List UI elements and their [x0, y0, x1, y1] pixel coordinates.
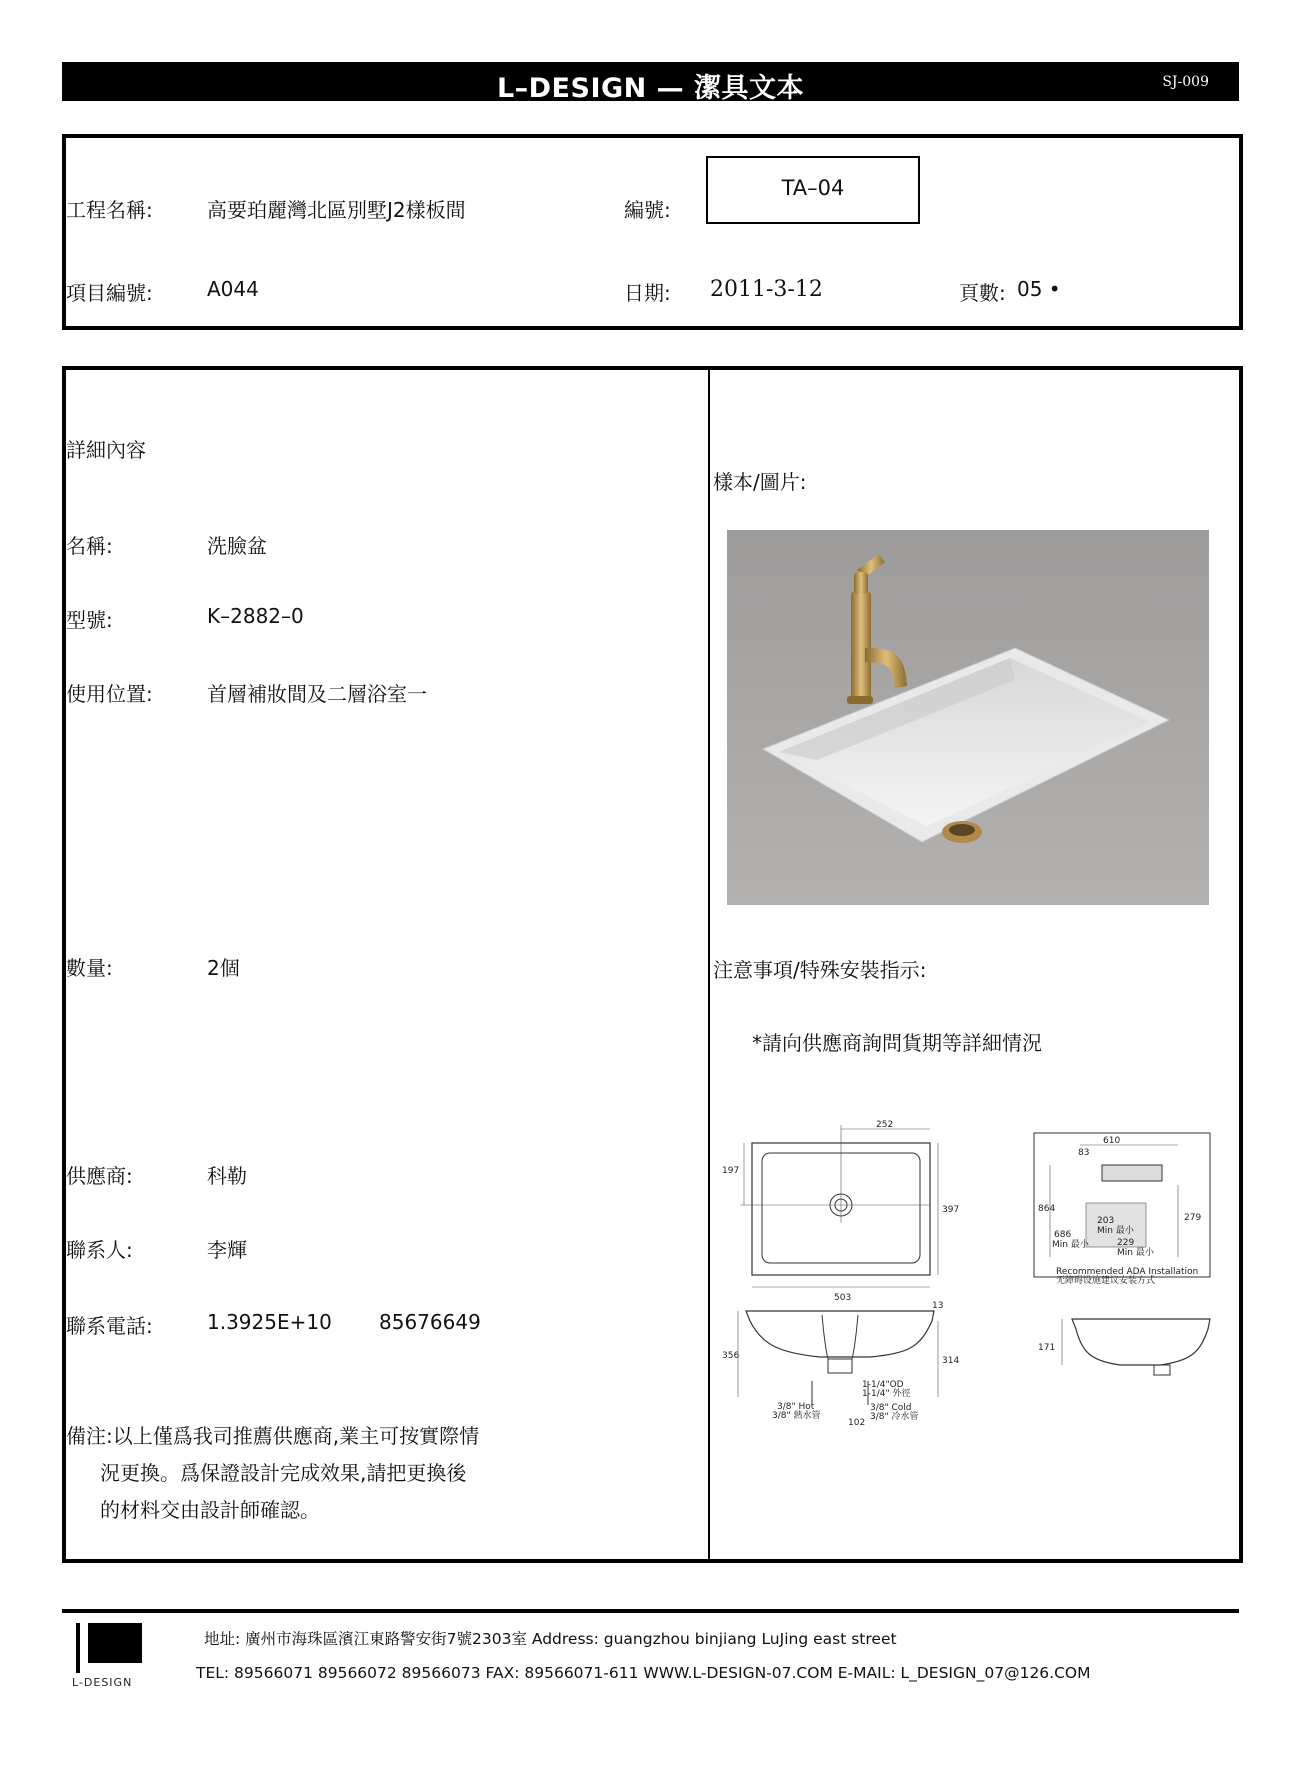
dim-203: 203	[1097, 1216, 1115, 1226]
dim-83: 83	[1078, 1148, 1090, 1158]
dim-cold-2: 3/8" 冷水管	[870, 1412, 919, 1422]
dim-102: 102	[848, 1418, 866, 1428]
ada-caption-zh: 无障碍设施建议安装方式	[1056, 1276, 1156, 1286]
dim-314: 314	[942, 1356, 960, 1366]
dim-279: 279	[1184, 1213, 1202, 1223]
document-title: L–DESIGN — 潔具文本	[496, 73, 805, 104]
dim-171: 171	[1038, 1343, 1056, 1353]
l-design-logo	[76, 1623, 142, 1673]
dim-397: 397	[942, 1205, 960, 1215]
contact-value: 李輝	[207, 1238, 247, 1262]
dim-864: 864	[1038, 1204, 1056, 1214]
dim-610: 610	[1103, 1136, 1121, 1146]
model-label: 型號:	[66, 608, 113, 632]
notes-label: 注意事項/特殊安裝指示:	[713, 958, 927, 982]
technical-drawing	[720, 1115, 1220, 1435]
item-code-value: A044	[207, 277, 259, 301]
date-label: 日期:	[624, 281, 671, 305]
basin-photo-image	[727, 530, 1209, 905]
notes-value: *請向供應商詢問貨期等詳細情況	[752, 1031, 1042, 1055]
dim-252: 252	[876, 1120, 894, 1130]
basin-top-view	[740, 1125, 938, 1287]
document-code: SJ-009	[1162, 74, 1209, 90]
dim-503: 503	[834, 1293, 852, 1303]
dim-hot-2: 3/8" 熱水管	[772, 1411, 821, 1421]
model-value: K–2882–0	[207, 604, 304, 628]
number-box	[706, 156, 920, 224]
logo-text: L-DESIGN	[72, 1676, 133, 1689]
dim-hot-1: 3/8" Hot	[777, 1402, 815, 1412]
name-value: 洗臉盆	[207, 534, 267, 558]
ada-caption-en: Recommended ADA Installation	[1056, 1267, 1199, 1277]
header-bar	[62, 62, 1239, 104]
phone-value-landline: 85676649	[379, 1310, 481, 1334]
dim-min-1: Min 最小	[1097, 1226, 1134, 1236]
dim-min-2: Min 最小	[1052, 1240, 1089, 1250]
dim-od-1: 1-1/4"OD	[862, 1380, 904, 1390]
pages-value: 05 •	[1017, 277, 1061, 301]
quantity-label: 數量:	[66, 956, 113, 980]
section-title: 詳細內容	[66, 438, 146, 462]
footer-contact: TEL: 89566071 89566072 89566073 FAX: 89566071-611 WWW.L-DESIGN-07.COM E-MAIL: L_DESIGN_07@126.COM	[196, 1664, 1091, 1682]
supplier-label: 供應商:	[66, 1164, 133, 1188]
quantity-value: 2個	[207, 956, 240, 980]
dim-229: 229	[1117, 1238, 1135, 1248]
supplier-value: 科勒	[207, 1164, 247, 1188]
remark-line-1: 備注:以上僅爲我司推薦供應商,業主可按實際情	[66, 1424, 480, 1448]
dim-197: 197	[722, 1166, 740, 1176]
dim-od-2: 1-1/4" 外徑	[862, 1389, 911, 1399]
project-label: 工程名稱:	[66, 198, 153, 222]
number-label: 編號:	[624, 198, 671, 222]
date-value: 2011-3-12	[710, 277, 823, 302]
basin-section-view	[1062, 1319, 1210, 1375]
project-value: 高要珀麗灣北區別墅J2樣板間	[207, 198, 466, 222]
location-value: 首層補妝間及二層浴室一	[207, 682, 427, 706]
item-code-label: 項目編號:	[66, 281, 153, 305]
pages-label: 頁數:	[959, 281, 1006, 305]
sample-label: 樣本/圖片:	[713, 470, 807, 494]
location-label: 使用位置:	[66, 682, 153, 706]
phone-value-mobile: 1.3925E+10	[207, 1310, 332, 1334]
dim-356: 356	[722, 1351, 740, 1361]
name-label: 名稱:	[66, 534, 113, 558]
footer-rule	[62, 1609, 1239, 1613]
dim-cold-1: 3/8" Cold	[870, 1403, 912, 1413]
number-value: TA–04	[781, 176, 845, 200]
column-divider	[708, 366, 710, 1559]
contact-label: 聯系人:	[66, 1238, 133, 1262]
dim-min-3: Min 最小	[1117, 1248, 1154, 1258]
phone-label: 聯系電話:	[66, 1314, 153, 1338]
dim-686: 686	[1054, 1230, 1072, 1240]
footer-address: 地址: 廣州市海珠區濱江東路警安街7號2303室 Address: guangzhou binjiang LuJing east street	[204, 1630, 897, 1648]
remark-line-3: 的材料交由設計師確認。	[100, 1498, 320, 1522]
product-photo	[727, 530, 1209, 905]
dim-13: 13	[932, 1301, 944, 1311]
remark-line-2: 況更換。爲保證設計完成效果,請把更換後	[100, 1461, 467, 1485]
